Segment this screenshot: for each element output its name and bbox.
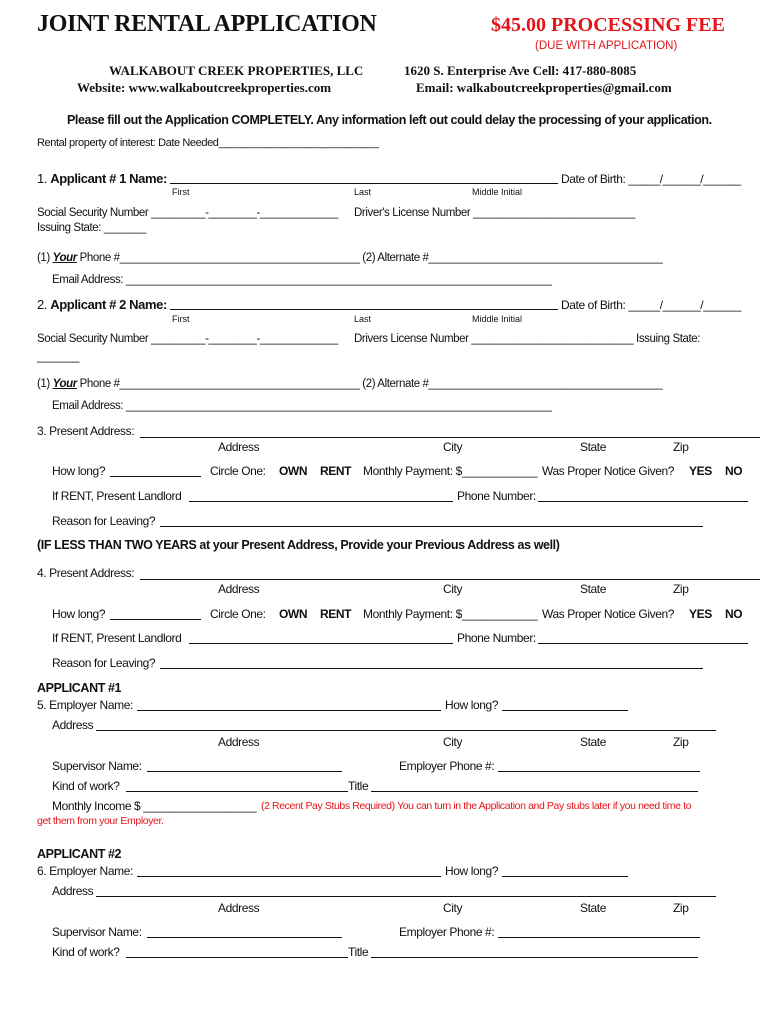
supervisor-field[interactable] — [147, 937, 342, 938]
state-caption: State — [580, 735, 607, 749]
address-caption: Address — [218, 582, 260, 596]
landlord-field[interactable] — [189, 501, 453, 502]
landlord-phone-field[interactable] — [538, 643, 748, 644]
company-email: Email: walkaboutcreekproperties@gmail.com — [416, 80, 672, 95]
reason-label: Reason for Leaving? — [52, 656, 156, 670]
applicant-1-ssn[interactable]: Social Security Number _________-________-_____________ — [37, 207, 338, 219]
phone-prefix: (1) — [37, 252, 53, 264]
own-option[interactable]: OWN — [279, 464, 308, 478]
first-caption: First — [172, 314, 190, 324]
employer-phone-label: Employer Phone #: — [399, 759, 495, 773]
supervisor-field[interactable] — [147, 771, 342, 772]
company-name: WALKABOUT CREEK PROPERTIES, LLC — [109, 63, 364, 78]
applicant-1-email[interactable]: Email Address: _______________________________________________________________________ — [52, 274, 552, 286]
city-caption: City — [443, 735, 463, 749]
landlord-phone-label: Phone Number: — [457, 489, 536, 503]
applicant-1-name-label: Applicant # 1 Name: — [50, 171, 167, 186]
previous-address-note: (IF LESS THAN TWO YEARS at your Present Address, Provide your Previous Address as well) — [37, 538, 560, 552]
fee-note: (DUE WITH APPLICATION) — [535, 40, 678, 52]
applicant-2-name-field[interactable] — [170, 309, 558, 310]
instructions: Please fill out the Application COMPLETELY. Any information left out could delay the processing of your application. — [67, 113, 712, 127]
employer-phone-field[interactable] — [498, 937, 700, 938]
how-long-label: How long? — [52, 464, 106, 478]
applicant-1-dl[interactable]: Driver's License Number ___________________________ — [354, 207, 636, 219]
present-address-label: 3. Present Address: — [37, 424, 135, 438]
property-interest-line[interactable]: Rental property of interest: Date Needed____________________________ — [37, 137, 379, 149]
employer-name-field[interactable] — [137, 710, 441, 711]
zip-caption: Zip — [673, 582, 689, 596]
how-long-field[interactable] — [110, 619, 201, 620]
employer-how-long-field[interactable] — [502, 710, 628, 711]
city-caption: City — [443, 901, 463, 915]
last-caption: Last — [354, 187, 372, 197]
pay-stubs-note-cont: get them from your Employer. — [37, 815, 164, 827]
applicant-1-employment-heading: APPLICANT #1 — [37, 681, 122, 695]
processing-fee: $45.00 PROCESSING FEE — [491, 14, 725, 36]
address-caption: Address — [218, 735, 260, 749]
employer-name-label: 6. Employer Name: — [37, 864, 133, 878]
present-address-field[interactable] — [140, 437, 760, 438]
supervisor-label: Supervisor Name: — [52, 925, 142, 939]
yes-option[interactable]: YES — [689, 464, 712, 478]
no-option[interactable]: NO — [725, 607, 743, 621]
landlord-label: If RENT, Present Landlord — [52, 489, 182, 503]
section-number: 2. — [37, 297, 48, 312]
yes-option[interactable]: YES — [689, 607, 712, 621]
applicant-2-dob[interactable]: Date of Birth: _____/______/______ — [561, 298, 741, 312]
kind-of-work-field[interactable] — [126, 791, 348, 792]
phone-your: Your — [52, 378, 77, 390]
pay-stubs-note — [261, 800, 691, 812]
supervisor-label: Supervisor Name: — [52, 759, 142, 773]
employer-address-field[interactable] — [96, 896, 716, 897]
monthly-payment-field[interactable]: Monthly Payment: $____________ — [363, 607, 538, 621]
circle-one-label: Circle One: — [210, 607, 266, 621]
employer-phone-label: Employer Phone #: — [399, 925, 495, 939]
phone-your: Your — [52, 252, 77, 264]
title-field[interactable] — [371, 791, 698, 792]
phone-rest: Phone #________________________________________ (2) Alternate #_______________________________________ — [76, 378, 663, 390]
section-number: 1. — [37, 171, 48, 186]
employer-address-field[interactable] — [96, 730, 716, 731]
applicant-2-dl[interactable]: Drivers License Number ___________________________ Issuing State: — [354, 333, 701, 345]
how-long-label: How long? — [445, 864, 499, 878]
monthly-payment-field[interactable]: Monthly Payment: $____________ — [363, 464, 538, 478]
last-caption: Last — [354, 314, 372, 324]
title-label: Title — [348, 945, 369, 959]
address-caption: Address — [218, 901, 260, 915]
applicant-1-phone[interactable] — [37, 252, 662, 264]
applicant-1-name-field[interactable] — [170, 183, 558, 184]
applicant-2-email[interactable]: Email Address: _______________________________________________________________________ — [52, 400, 552, 412]
applicant-2-phone[interactable] — [37, 378, 662, 390]
landlord-label: If RENT, Present Landlord — [52, 631, 182, 645]
company-address-cell: 1620 S. Enterprise Ave Cell: 417-880-8085 — [404, 63, 637, 78]
applicant-1-dob[interactable]: Date of Birth: _____/______/______ — [561, 172, 741, 186]
middle-caption: Middle Initial — [472, 314, 523, 324]
company-website: Website: www.walkaboutcreekproperties.com — [77, 80, 332, 95]
middle-caption: Middle Initial — [472, 187, 523, 197]
rent-option[interactable]: RENT — [320, 464, 352, 478]
applicant-2-ssn[interactable]: Social Security Number _________-________-_____________ — [37, 333, 338, 345]
landlord-phone-label: Phone Number: — [457, 631, 536, 645]
state-caption: State — [580, 901, 607, 915]
zip-caption: Zip — [673, 735, 689, 749]
employer-address-label: Address — [52, 884, 94, 898]
notice-label: Was Proper Notice Given? — [542, 464, 675, 478]
form-title: JOINT RENTAL APPLICATION — [37, 11, 377, 37]
monthly-income-field[interactable]: Monthly Income $ __________________ — [52, 799, 257, 813]
zip-caption: Zip — [673, 440, 689, 454]
state-caption: State — [580, 440, 607, 454]
reason-field[interactable] — [160, 668, 703, 669]
first-caption: First — [172, 187, 190, 197]
circle-one-label: Circle One: — [210, 464, 266, 478]
how-long-label: How long? — [445, 698, 499, 712]
employer-address-label: Address — [52, 718, 94, 732]
previous-address-field[interactable] — [140, 579, 760, 580]
employer-how-long-field[interactable] — [502, 876, 628, 877]
city-caption: City — [443, 582, 463, 596]
title-label: Title — [348, 779, 369, 793]
applicant-1-issuing-state[interactable]: Issuing State: _______ — [37, 222, 146, 234]
state-caption: State — [580, 582, 607, 596]
kind-of-work-label: Kind of work? — [52, 779, 120, 793]
applicant-2-issuing-state[interactable]: _______ — [37, 351, 79, 363]
how-long-label: How long? — [52, 607, 106, 621]
pay-stubs-required: (2 Recent Pay Stubs Required) — [261, 800, 395, 812]
notice-label: Was Proper Notice Given? — [542, 607, 675, 621]
no-option[interactable]: NO — [725, 464, 743, 478]
applicant-1-heading — [37, 171, 167, 186]
applicant-2-employment-heading: APPLICANT #2 — [37, 847, 122, 861]
kind-of-work-field[interactable] — [126, 957, 348, 958]
applicant-2-heading — [37, 297, 167, 312]
zip-caption: Zip — [673, 901, 689, 915]
employer-name-label: 5. Employer Name: — [37, 698, 133, 712]
reason-label: Reason for Leaving? — [52, 514, 156, 528]
phone-rest: Phone #________________________________________ (2) Alternate #_______________________________________ — [76, 252, 663, 264]
reason-field[interactable] — [160, 526, 703, 527]
pay-stubs-later: You can turn in the Application and Pay stubs later if you need time to — [397, 800, 692, 812]
employer-name-field[interactable] — [137, 876, 441, 877]
landlord-field[interactable] — [189, 643, 453, 644]
own-option[interactable]: OWN — [279, 607, 308, 621]
previous-address-label: 4. Present Address: — [37, 566, 135, 580]
how-long-field[interactable] — [110, 476, 201, 477]
address-caption: Address — [218, 440, 260, 454]
landlord-phone-field[interactable] — [538, 501, 748, 502]
kind-of-work-label: Kind of work? — [52, 945, 120, 959]
title-field[interactable] — [371, 957, 698, 958]
applicant-2-name-label: Applicant # 2 Name: — [50, 297, 167, 312]
employer-phone-field[interactable] — [498, 771, 700, 772]
city-caption: City — [443, 440, 463, 454]
rent-option[interactable]: RENT — [320, 607, 352, 621]
phone-prefix: (1) — [37, 378, 53, 390]
